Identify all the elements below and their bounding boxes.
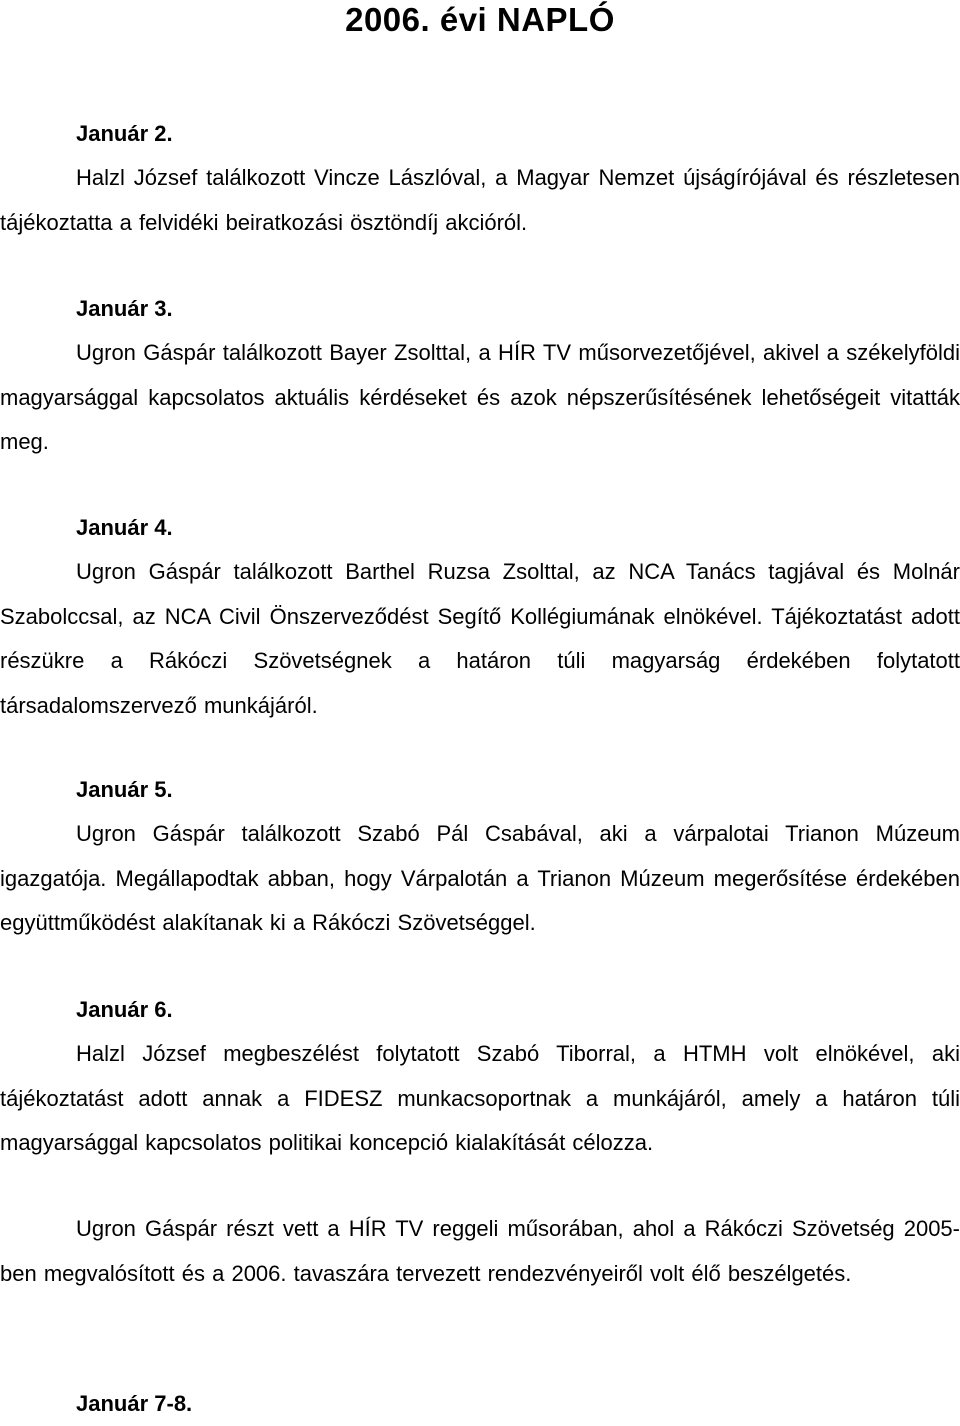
- entry-paragraph: Ugron Gáspár részt vett a HÍR TV reggeli műsorában, ahol a Rákóczi Szövetség 2005-ben megvalósított és a 2006. tavaszára tervezett rendezvényeiről volt élő beszélgetés.: [0, 1216, 960, 1286]
- entry-paragraph: Halzl József találkozott Vincze Lászlóval, a Magyar Nemzet újságírójával és részletesen tájékoztatta a felvidéki beiratkozási ösztöndíj akcióról.: [0, 165, 960, 235]
- entry-paragraph: Halzl József megbeszélést folytatott Szabó Tiborral, a HTMH volt elnökével, aki tájékoztatást adott annak a FIDESZ munkacsoportnak a munkájáról, amely a határon túli magyarsággal kapcsolatos politikai koncepció kialakítását célozza.: [0, 1041, 960, 1155]
- entry-date: Január 6.: [76, 997, 173, 1022]
- diary-entry: [0, 768, 960, 946]
- entry-paragraph: Ugron Gáspár találkozott Barthel Ruzsa Zsolttal, az NCA Tanács tagjával és Molnár Szabolccsal, az NCA Civil Önszerveződést Segítő Kollégiumának elnökével. Tájékoztatást adott részükre a Rákóczi Szövetségnek a határon túli magyarság érdekében folytatott társadalomszervező munkájáról.: [0, 559, 960, 718]
- entry-date: Január 7-8.: [76, 1391, 193, 1416]
- diary-entry: [0, 988, 960, 1166]
- diary-entry: [0, 1382, 960, 1426]
- diary-entry: [0, 112, 960, 245]
- diary-entry: [0, 287, 960, 465]
- entry-paragraph: Ugron Gáspár találkozott Szabó Pál Csabával, aki a várpalotai Trianon Múzeum igazgatója. Megállapodtak abban, hogy Várpalotán a Trianon Múzeum megerősítése érdekében együttműködést alakítanak ki a Rákóczi Szövetséggel.: [0, 821, 960, 935]
- entry-date: Január 2.: [76, 121, 173, 146]
- entry-paragraph: Ugron Gáspár találkozott Bayer Zsolttal, a HÍR TV műsorvezetőjével, akivel a székelyföldi magyarsággal kapcsolatos aktuális kérdéseket és azok népszerűsítésének lehetőségeit vitatták meg.: [0, 340, 960, 454]
- entry-date: Január 3.: [76, 296, 173, 321]
- diary-entry: [0, 506, 960, 728]
- document-title: 2006. évi NAPLÓ: [345, 1, 615, 38]
- entry-date: Január 4.: [76, 515, 173, 540]
- diary-entry-continuation: [0, 1207, 960, 1296]
- entry-date: Január 5.: [76, 777, 173, 802]
